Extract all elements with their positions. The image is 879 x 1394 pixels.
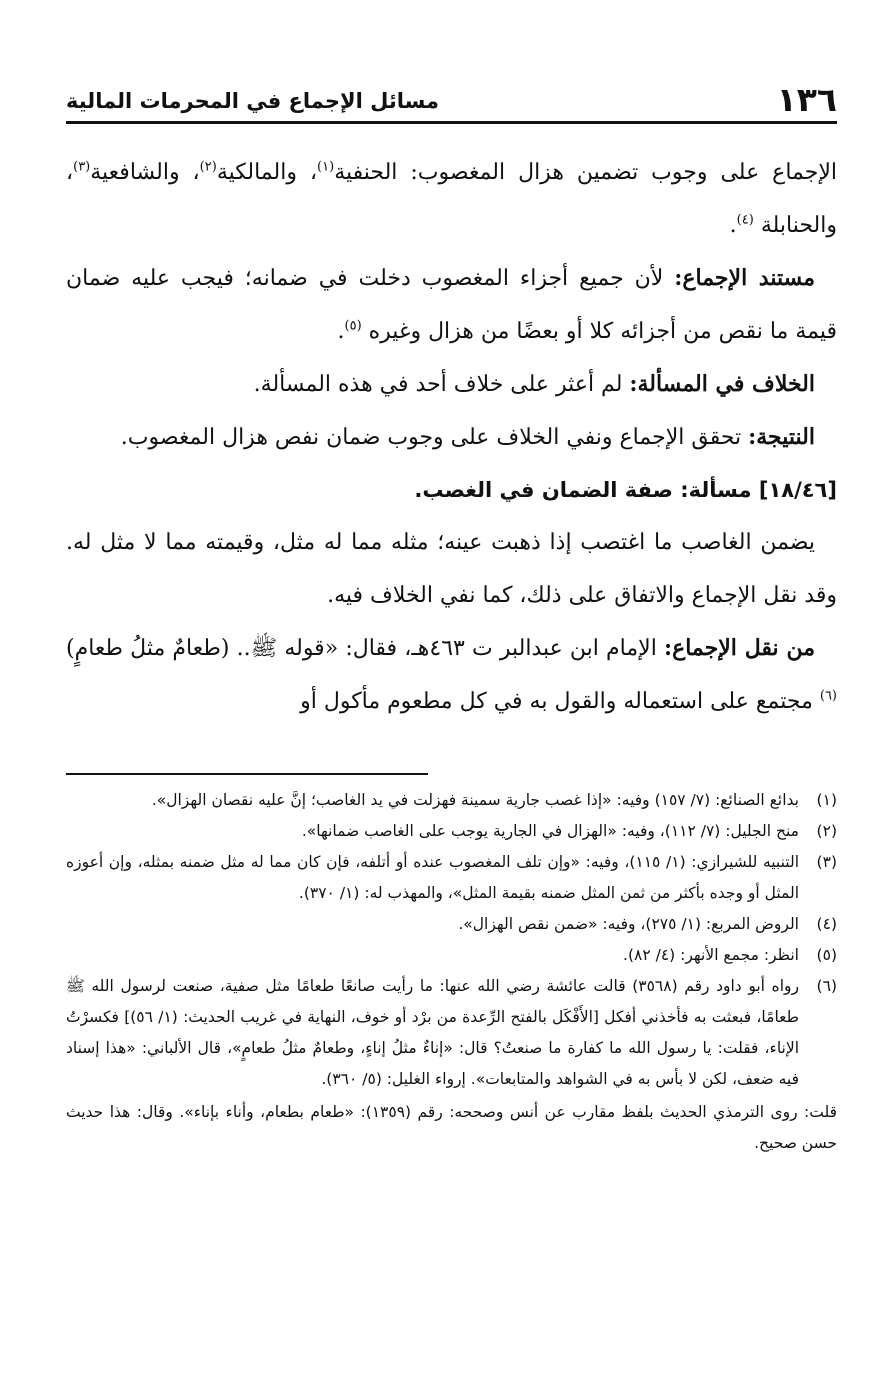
footnote-text: انظر: مجمع الأنهر: (٤/ ٨٢). xyxy=(623,946,799,964)
footnote-2 xyxy=(66,816,837,847)
paragraph-consensus-statement xyxy=(66,146,837,252)
footnote-ref-4[interactable]: (٤) xyxy=(736,212,754,228)
footnote-1 xyxy=(66,785,837,816)
footnote-6 xyxy=(66,971,837,1095)
footnote-ref-1[interactable]: (١) xyxy=(317,159,335,175)
footnote-number: (٢) xyxy=(816,822,837,840)
header-rule xyxy=(66,121,837,124)
text-run: . xyxy=(729,213,737,238)
footnote-number: (٥) xyxy=(816,946,837,964)
footnote-4 xyxy=(66,909,837,940)
text-run: الإجماع على وجوب تضمين هزال المغصوب: الحنفية xyxy=(334,160,837,185)
footnote-number: (٦) xyxy=(816,977,837,995)
footnote-number: (٤) xyxy=(816,915,837,933)
paragraph-consensus-source xyxy=(66,622,837,728)
paragraph-result xyxy=(66,411,837,464)
footnote-ref-5[interactable]: (٥) xyxy=(344,318,362,334)
main-text xyxy=(66,146,837,728)
text-run: الإمام ابن عبدالبر ت ٤٦٣هـ، فقال: «قوله ﷺ.. (طعامٌ مثلُ طعامٍ) xyxy=(66,636,664,661)
footnote-text: الروض المربع: (١/ ٢٧٥)، وفيه: «ضمن نقص الهزال». xyxy=(458,915,799,933)
footnote-ref-2[interactable]: (٢) xyxy=(199,159,217,175)
text-run: تحقق الإجماع ونفي الخلاف على وجوب ضمان نفص هزال المغصوب. xyxy=(120,425,749,450)
page-header xyxy=(66,70,837,119)
footnote-text: منح الجليل: (٧/ ١١٢)، وفيه: «الهزال في الجارية يوجب على الغاصب ضمانها». xyxy=(301,822,799,840)
section-heading: [١٨/٤٦] مسألة: صفة الضمان في الغصب. xyxy=(414,478,837,502)
label-evidence: مستند الإجماع: xyxy=(674,265,816,291)
footnote-number: (٣) xyxy=(816,853,837,871)
footnote-rule xyxy=(66,773,428,775)
paragraph-disagreement xyxy=(66,358,837,411)
text-run: ، والشافعية xyxy=(90,160,200,185)
footnotes xyxy=(66,785,837,1159)
footnote-text: التنبيه للشيرازي: (١/ ١١٥)، وفيه: «وإن تلف المغصوب عنده أو أتلفه، فإن كان مما له مثل ضمنه بمثله، وإن أعوزه المثل أو وجده بأكثر من ثمن المثل ضمنه بقيمة المثل»، والمهذب له: (١/ ٣٧٠). xyxy=(66,853,799,902)
paragraph-evidence xyxy=(66,252,837,358)
footnote-ref-3[interactable]: (٣) xyxy=(73,159,91,175)
footnote-text: رواه أبو داود رقم (٣٥٦٨) قالت عائشة رضي الله عنها: ما رأيت صانعًا طعامًا مثل صفية، صنعت لرسول الله ﷺ طعامًا، فبعثت به فأخذني أفكل [الأَفْكَل بالفتح الرِّعدة من برْد أو خوف، النهاية في غريب الحديث: (١/ ٥٦)] فكسرْتُ الإناء، فقلت: يا رسول الله ما كفارة ما صنعتُ؟ قال: «إناءٌ مثلُ إناءٍ، وطعامٌ مثلُ طعامٍ»، قال الألباني: «هذا إسناد فيه ضعف، لكن لا بأس به في الشواهد والمتابعات». إرواء الغليل: (٥/ ٣٦٠). xyxy=(66,977,799,1088)
footnote-note: قلت: روى الترمذي الحديث بلفظ مقارب عن أنس وصححه: رقم (١٣٥٩): «طعام بطعام، وأناء بإناء». وقال: هذا حديث حسن صحيح. xyxy=(66,1103,837,1152)
label-result: النتيجة: xyxy=(748,424,815,450)
footnote-5 xyxy=(66,940,837,971)
text-run: لم أعثر على خلاف أحد في هذه المسألة. xyxy=(253,372,630,397)
text-run: . xyxy=(337,319,345,344)
footnote-3 xyxy=(66,847,837,909)
text-run: ، والمالكية xyxy=(216,160,318,185)
text-run: ، والحنابلة xyxy=(66,160,837,238)
footnote-number: (١) xyxy=(816,791,837,809)
footnote-text: بدائع الصنائع: (٧/ ١٥٧) وفيه: «إذا غصب جارية سمينة فهزلت في يد الغاصب؛ إنَّ عليه نقصان الهزال». xyxy=(151,791,799,809)
text-run: لأن جميع أجزاء المغصوب دخلت في ضمانه؛ فيجب عليه ضمان قيمة ما نقص من أجزائه كلا أو بعضًا من هزال وغيره xyxy=(66,266,837,344)
label-disagreement: الخلاف في المسألة: xyxy=(629,371,815,397)
running-title: مسائل الإجماع في المحرمات المالية xyxy=(66,89,439,113)
page-number: ١٣٦ xyxy=(776,80,837,119)
label-consensus-source: من نقل الإجماع: xyxy=(663,635,815,661)
text-run: مجتمع على استعماله والقول به في كل مطعوم مأكول أو xyxy=(300,689,820,714)
footnote-ref-6[interactable]: (٦) xyxy=(819,688,837,704)
paragraph-guarantee-rule: يضمن الغاصب ما اغتصب إذا ذهبت عينه؛ مثله مما له مثل، وقيمته مما لا مثل له. وقد نقل الإجماع والاتفاق على ذلك، كما نفي الخلاف فيه. xyxy=(66,530,837,608)
